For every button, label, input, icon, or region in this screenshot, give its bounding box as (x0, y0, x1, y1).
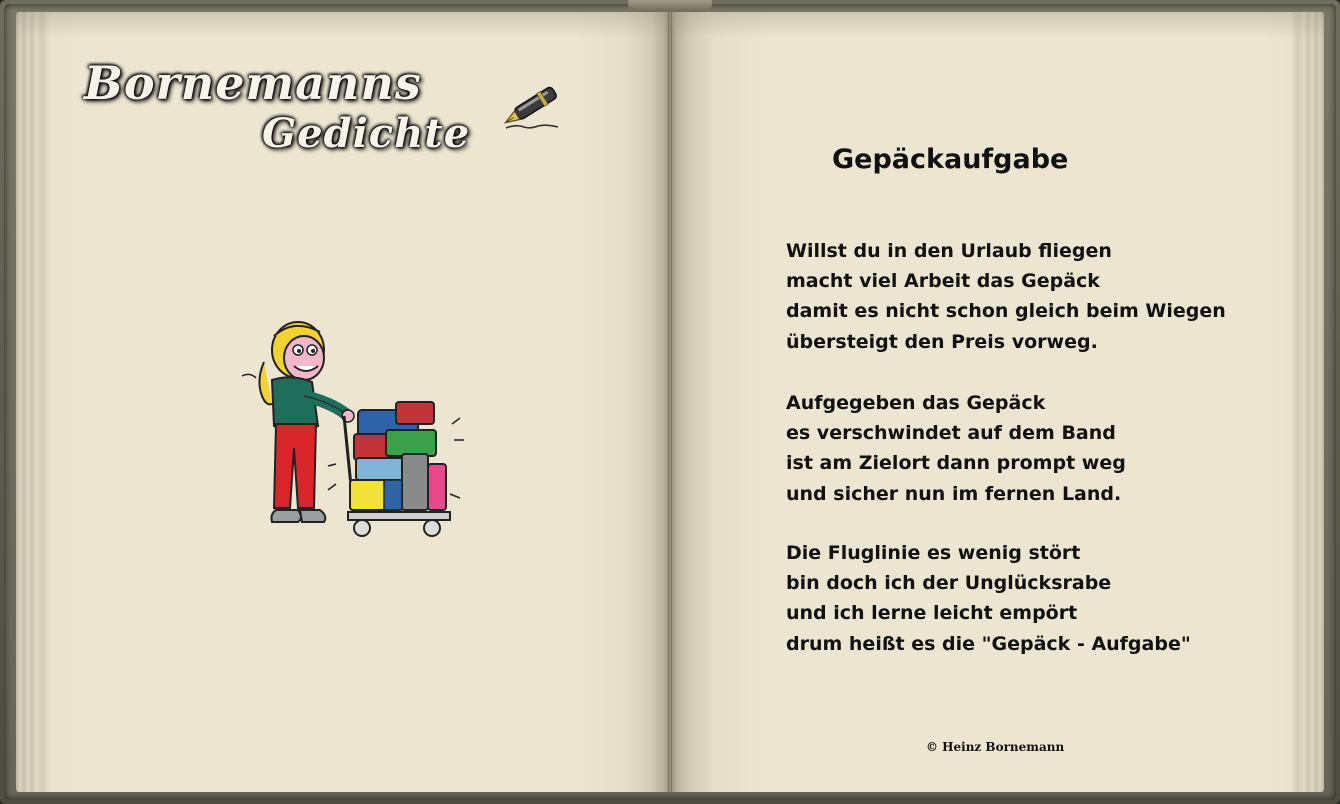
stanza (786, 538, 1191, 659)
poem-line: ist am Zielort dann prompt weg (786, 452, 1126, 475)
poem-line: damit es nicht schon gleich beim Wiegen (786, 300, 1226, 323)
poem-line: Die Fluglinie es wenig stört (786, 542, 1081, 564)
poem-line: Aufgegeben das Gepäck (786, 392, 1046, 414)
spine-clip (628, 0, 712, 12)
poem-line: übersteigt den Preis vorweg. (786, 330, 1098, 353)
logo-title[interactable]: Bornemanns (84, 56, 422, 110)
poem-line: bin doch ich der Unglücksrabe (786, 572, 1112, 595)
poem-line: und sicher nun im fernen Land. (786, 482, 1122, 505)
poem-line: und ich lerne leicht empört (786, 602, 1078, 625)
page-shadow (670, 12, 1324, 38)
stanza (786, 388, 1126, 509)
poem-line: Willst du in den Urlaub fliegen (786, 240, 1112, 262)
copyright-text: © Heinz Bornemann (926, 740, 1065, 754)
book-spine (668, 12, 672, 792)
poem-title: Gepäckaufgabe (832, 144, 1069, 175)
poem-line: es verschwindet auf dem Band (786, 422, 1116, 445)
page-shadow (16, 12, 670, 38)
girl-with-luggage-cart (236, 314, 468, 550)
fountain-pen-icon (498, 74, 578, 140)
poem-line: macht viel Arbeit das Gepäck (786, 270, 1100, 293)
stanza (786, 236, 1226, 357)
poem-line: drum heißt es die "Gepäck - Aufgabe" (786, 632, 1191, 655)
logo-subtitle[interactable]: Gedichte (262, 110, 471, 157)
